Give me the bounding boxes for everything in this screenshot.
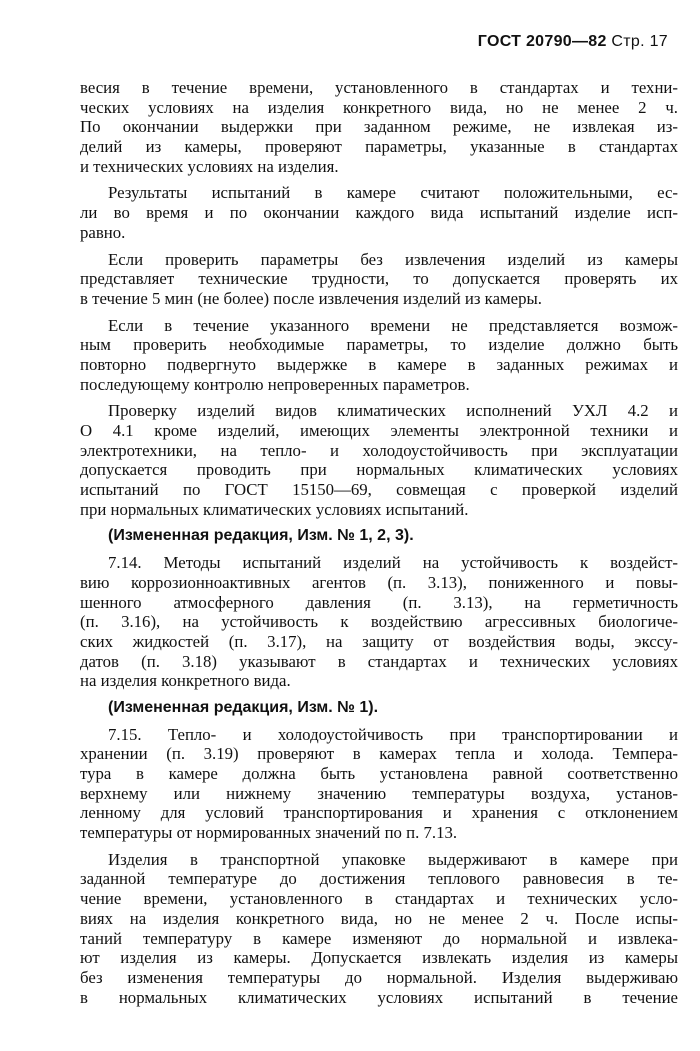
- standard-number: ГОСТ 20790—82: [477, 33, 607, 50]
- text-line: ческих условиях на изделия конкретного вида, но не менее 2 ч.: [80, 97, 678, 117]
- text-line: 7.15. Тепло- и холодоустойчивость при транспортировании и: [108, 724, 678, 744]
- paragraph-packaging: [80, 850, 678, 1008]
- text-line: испытаний по ГОСТ 15150—69, совмещая с проверкой изделий: [80, 480, 678, 500]
- text-line: Результаты испытаний в камере считают положительными, ес-: [108, 183, 678, 203]
- text-line: Если в течение указанного времени не представляется возмож-: [108, 315, 678, 335]
- page-number: Стр. 17: [611, 33, 668, 50]
- text-line: делий из камеры, проверяют параметры, указанные в стандартах: [80, 137, 678, 157]
- text-line: шенного атмосферного давления (п. 3.13), на герметичность: [80, 592, 678, 612]
- text-line: По окончании выдержки при заданном режиме, не извлекая из-: [80, 117, 678, 137]
- text-line: температуры от нормированных значений по п. 7.13.: [80, 823, 458, 843]
- amendment-note: [80, 526, 678, 546]
- text-line: весия в течение времени, установленного в стандартах и техни-: [80, 78, 678, 97]
- page-header: [478, 33, 668, 51]
- text-line: ют изделия из камеры. Допускается извлекать изделия из камеры: [80, 948, 678, 968]
- text-line: таний температуру в камере изменяют до нормальной и извлека-: [80, 928, 678, 948]
- text-line: хранении (п. 3.19) проверяют в камерах тепла и холода. Темпера-: [80, 744, 678, 764]
- text-line: последующему контролю непроверенных параметров.: [80, 374, 470, 394]
- text-line: тура в камере должна быть установлена равной соответственно: [80, 764, 678, 783]
- paragraph-results: [80, 183, 678, 242]
- text-line: ленному для условий транспортирования и хранения с отклонением: [80, 803, 678, 823]
- text-line: в нормальных климатических условиях испытаний в течение: [80, 987, 678, 1007]
- amendment-note: [80, 698, 678, 718]
- text-line: допускается проводить при нормальных климатических условиях: [80, 460, 678, 480]
- text-line: повторно подвергнуто выдержке в камере в заданных режимах и: [80, 354, 678, 374]
- text-line: вию коррозионноактивных агентов (п. 3.13), пониженного и повы-: [80, 572, 678, 592]
- paragraph-continuation: [80, 78, 678, 176]
- text-line: (п. 3.16), на устойчивость к воздействию агрессивных биологиче-: [80, 612, 678, 632]
- text-line: в течение 5 мин (не более) после извлечения изделий из камеры.: [80, 288, 542, 308]
- text-line: (Измененная редакция, Изм. № 1).: [108, 698, 379, 716]
- text-line: ным проверить необходимые параметры, то изделие должно быть: [80, 335, 678, 355]
- text-line: Проверку изделий видов климатических исполнений УХЛ 4.2 и: [108, 401, 678, 421]
- paragraph-repeat: [80, 316, 678, 395]
- text-line: Если проверить параметры без извлечения изделий из камеры: [108, 249, 678, 269]
- section-7-15: [80, 725, 678, 843]
- text-line: и технических условиях на изделия.: [80, 156, 339, 176]
- text-line: ских жидкостей (п. 3.17), на защиту от воздействия воды, экссу-: [80, 631, 678, 651]
- text-line: представляет технические трудности, то допускается проверять их: [80, 269, 678, 289]
- text-line: чение времени, установленного в стандартах и технических усло-: [80, 889, 678, 909]
- text-line: О 4.1 кроме изделий, имеющих элементы электронной техники и: [80, 421, 678, 440]
- text-line: виях на изделия конкретного вида, но не менее 2 ч. После испы-: [80, 908, 678, 928]
- text-line: заданной температуре до достижения теплового равновесия в те-: [80, 869, 678, 889]
- paragraph-parameters: [80, 250, 678, 309]
- text-line: равно.: [80, 222, 126, 242]
- text-line: электротехники, на тепло- и холодоустойчивость при эксплуатации: [80, 440, 678, 460]
- text-line: при нормальных климатических условиях испытаний.: [80, 499, 469, 519]
- body-text: [80, 78, 678, 1007]
- text-line: на изделия конкретного вида.: [80, 671, 291, 691]
- section-7-14: [80, 553, 678, 691]
- paragraph-climatic: [80, 401, 678, 519]
- text-line: 7.14. Методы испытаний изделий на устойчивость к воздейст-: [108, 553, 678, 573]
- text-line: Изделия в транспортной упаковке выдерживают в камере при: [108, 849, 678, 869]
- text-line: (Измененная редакция, Изм. № 1, 2, 3).: [108, 527, 414, 545]
- text-line: без изменения температуры до нормальной. Изделия выдерживаю: [80, 967, 678, 987]
- text-line: ли во время и по окончании каждого вида испытаний изделие исп-: [80, 203, 678, 223]
- text-line: верхнему или нижнему значению температуры воздуха, установ-: [80, 783, 678, 803]
- text-line: датов (п. 3.18) указывают в стандартах и технических условиях: [80, 651, 678, 671]
